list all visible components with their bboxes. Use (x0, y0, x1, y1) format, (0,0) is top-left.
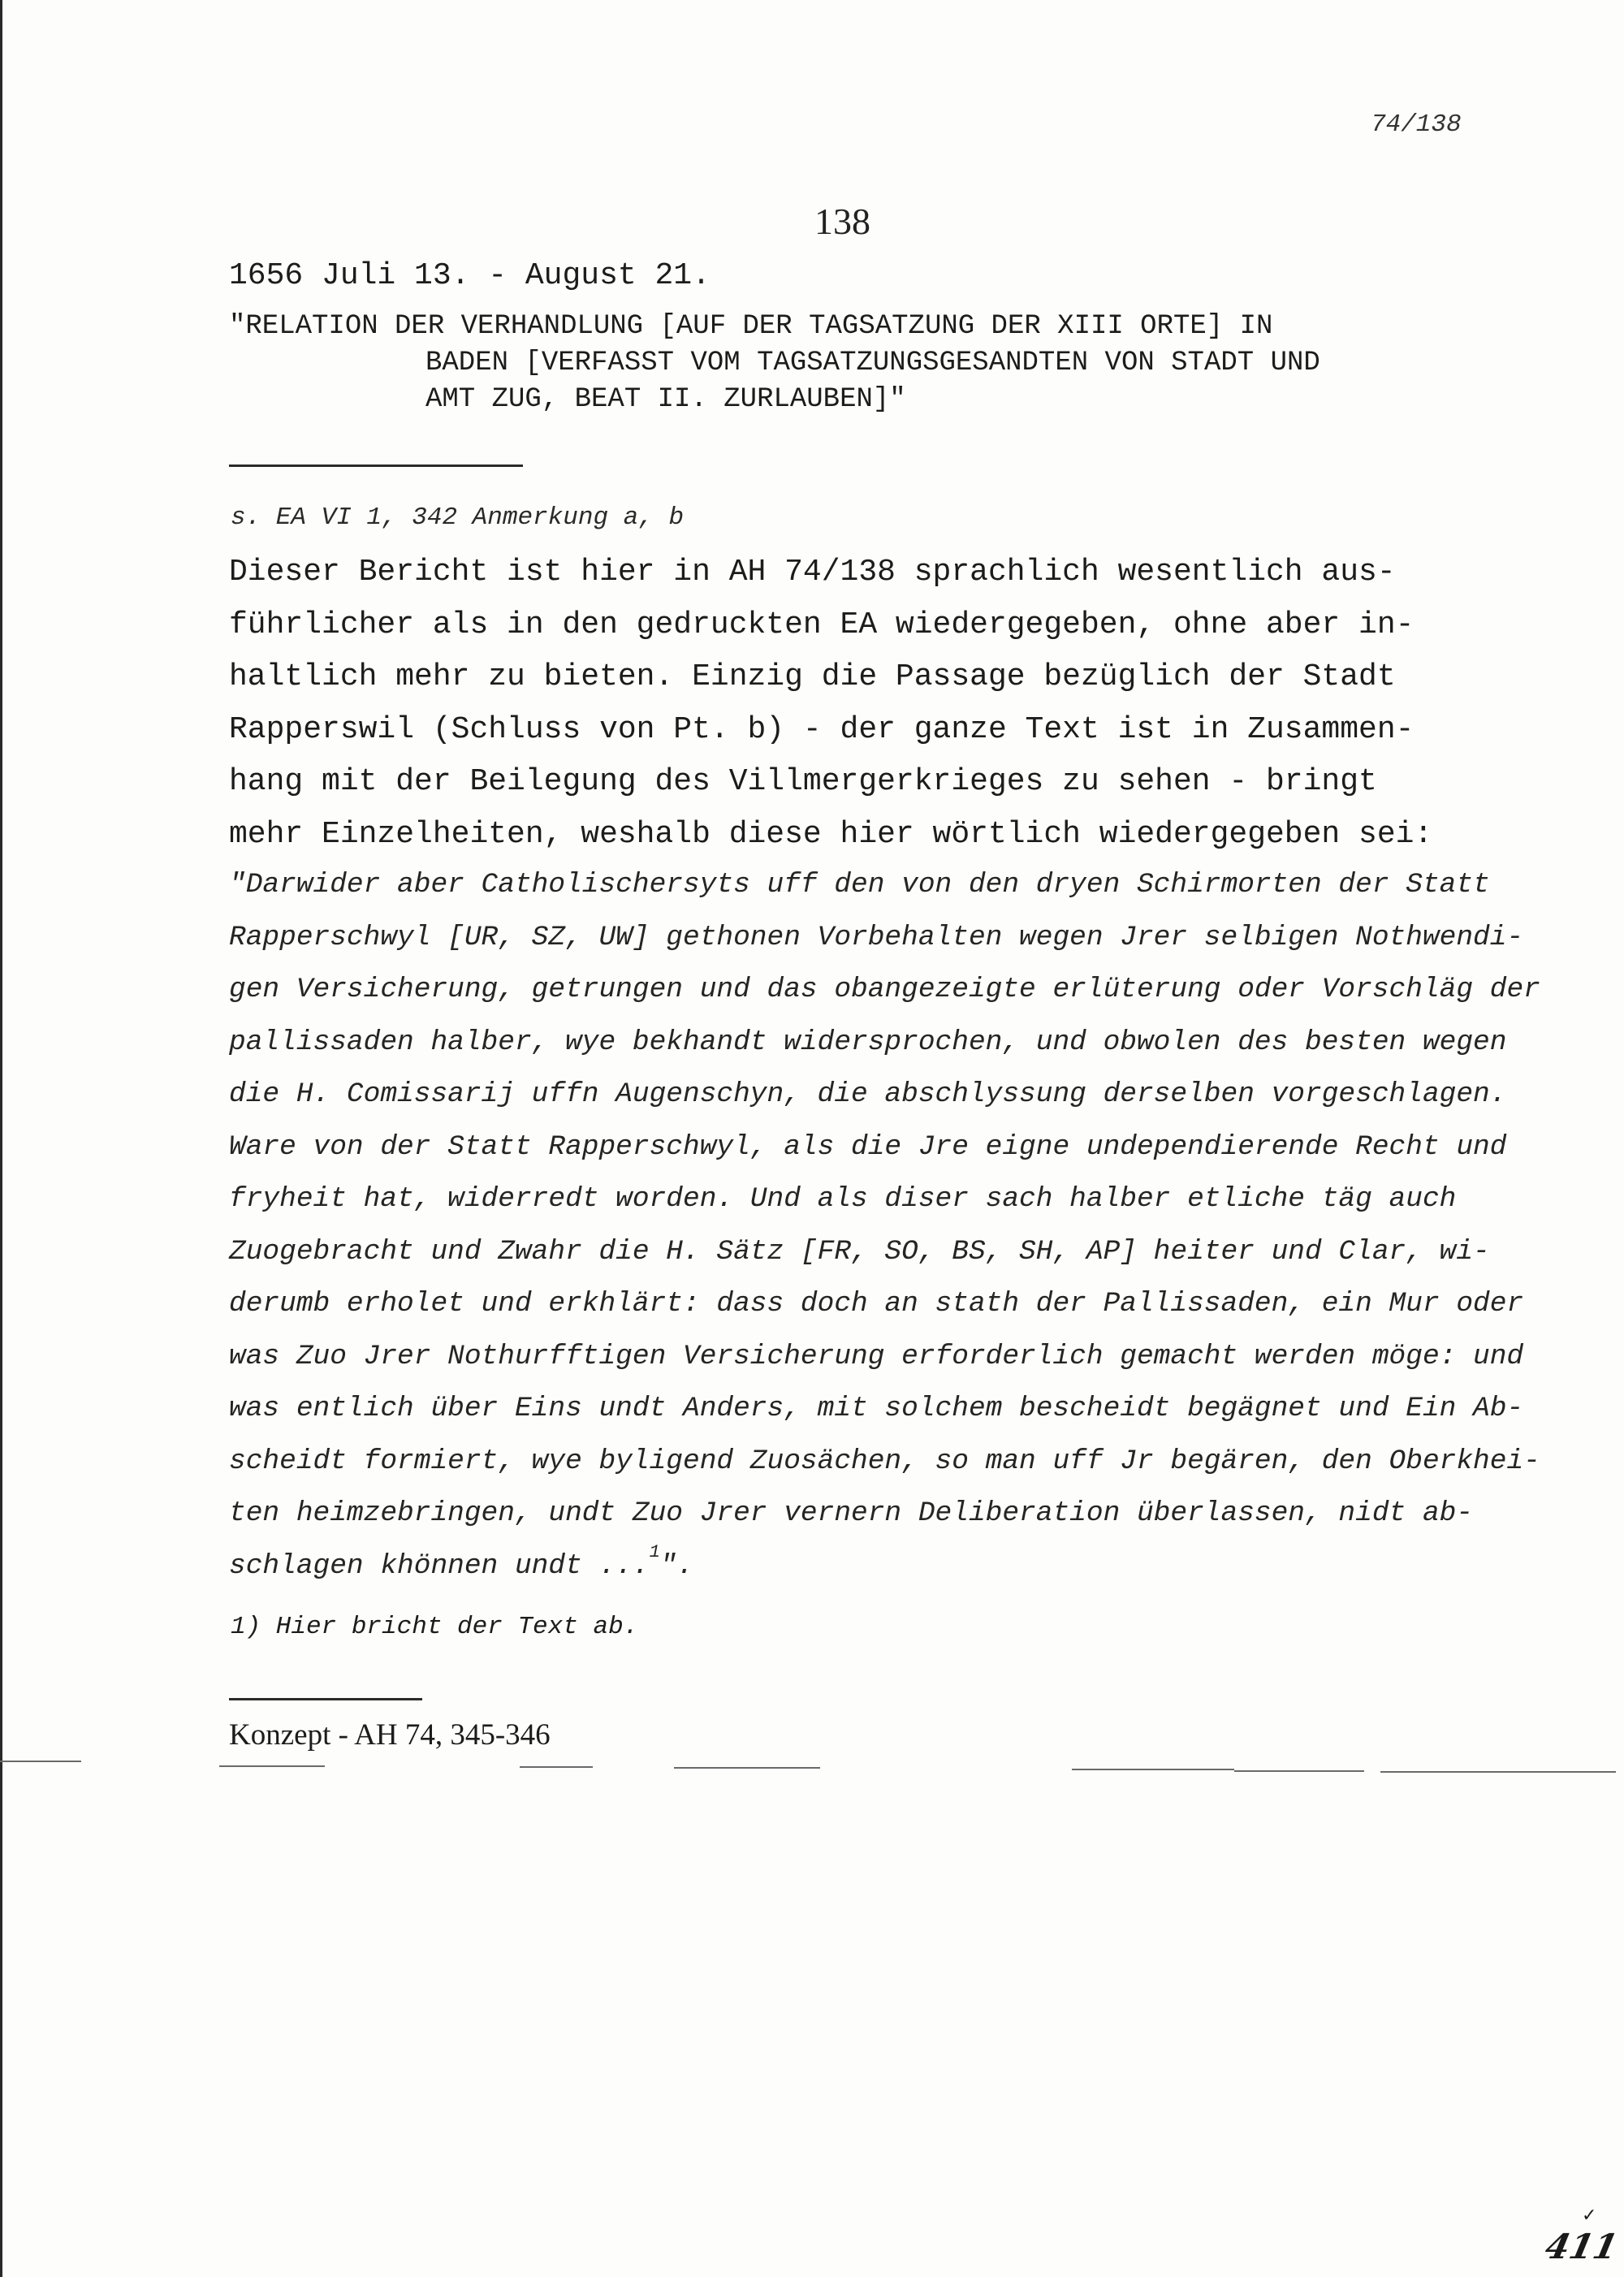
handwritten-folio-number: 411 (1541, 2227, 1622, 2266)
body-line: Dieser Bericht ist hier in AH 74/138 sprachlich wesentlich aus- (229, 555, 1396, 590)
date-line: 1656 Juli 13. - August 21. (229, 258, 710, 293)
scan-artifact-line (0, 1761, 81, 1762)
body-line: Rapperswil (Schluss von Pt. b) - der ganze Text ist in Zusammen- (229, 711, 1415, 747)
scan-artifact-line (219, 1765, 325, 1767)
quote-line: die H. Comissarij uffn Augenschyn, die abschlyssung derselben vorgeschlagen. (229, 1078, 1507, 1110)
footer-divider (229, 1698, 422, 1700)
quote-line: "Darwider aber Catholischersyts uff den von den dryen Schirmorten der Statt (229, 869, 1490, 901)
quote-line: was Zuo Jrer Nothurfftigen Versicherung erforderlich gemacht werden möge: und (229, 1340, 1524, 1372)
scan-artifact-line (1380, 1771, 1616, 1773)
quote-close: ". (659, 1549, 694, 1582)
scan-artifact-line (520, 1766, 593, 1768)
title-line: "RELATION DER VERHANDLUNG [AUF DER TAGSATZUNG DER XIII ORTE] IN (229, 311, 1273, 342)
check-mark-icon: ✓ (1582, 2206, 1597, 2226)
scan-artifact-line (1234, 1770, 1364, 1772)
reference-number: 74/138 (1371, 110, 1462, 139)
document-number: 138 (814, 201, 870, 242)
quote-line: scheidt formiert, wye byligend Zuosächen, so man uff Jr begären, den Oberkhei- (229, 1445, 1540, 1477)
quote-line: derumb erholet und erkhlärt: dass doch an stath der Pallissaden, ein Mur oder (229, 1288, 1524, 1320)
title-line: AMT ZUG, BEAT II. ZURLAUBEN]" (425, 384, 906, 415)
archive-reference: Konzept - AH 74, 345-346 (229, 1718, 551, 1752)
scan-edge (0, 0, 2, 2277)
scan-artifact-line (1072, 1769, 1234, 1770)
quote-line: Ware von der Statt Rapperschwyl, als die Jre eigne undependierende Recht und (229, 1130, 1507, 1163)
section-divider (229, 464, 523, 467)
source-reference: s. EA VI 1, 342 Anmerkung a, b (231, 503, 685, 532)
quoted-passage (229, 859, 1544, 1595)
commentary-text (229, 547, 1528, 861)
body-line: haltlich mehr zu bieten. Einzig die Passage bezüglich der Stadt (229, 659, 1396, 694)
title-line: BADEN [VERFASST VOM TAGSATZUNGSGESANDTEN VON STADT UND (425, 348, 1320, 378)
quote-line: pallissaden halber, wye bekhandt widersprochen, und obwolen des besten wegen (229, 1026, 1507, 1058)
quote-line: gen Versicherung, getrungen und das obangezeigte erlüterung oder Vorschläg der (229, 974, 1540, 1005)
quote-line: Zuogebracht und Zwahr die H. Sätz [FR, SO, BS, SH, AP] heiter und Clar, wi- (229, 1235, 1490, 1268)
scan-artifact-line (674, 1767, 820, 1769)
quote-line-last (229, 1540, 1544, 1596)
quote-line: fryheit hat, widerredt worden. Und als diser sach halber etliche täg auch (229, 1183, 1457, 1215)
footnote-marker: 1 (649, 1541, 660, 1562)
quote-last-text: schlagen khönnen undt ... (229, 1549, 650, 1582)
quote-line: Rapperschwyl [UR, SZ, UW] gethonen Vorbehalten wegen Jrer selbigen Nothwendi- (229, 921, 1524, 953)
footnote: 1) Hier bricht der Text ab. (231, 1613, 639, 1641)
document-title (229, 309, 1496, 418)
body-line: führlicher als in den gedruckten EA wiedergegeben, ohne aber in- (229, 607, 1415, 642)
body-line: mehr Einzelheiten, weshalb diese hier wörtlich wiedergegeben sei: (229, 816, 1433, 852)
body-line: hang mit der Beilegung des Villmergerkrieges zu sehen - bringt (229, 764, 1377, 799)
quote-line: was entlich über Eins undt Anders, mit solchem bescheidt begägnet und Ein Ab- (229, 1393, 1524, 1424)
quote-line: ten heimzebringen, undt Zuo Jrer vernern Deliberation überlassen, nidt ab- (229, 1497, 1474, 1529)
